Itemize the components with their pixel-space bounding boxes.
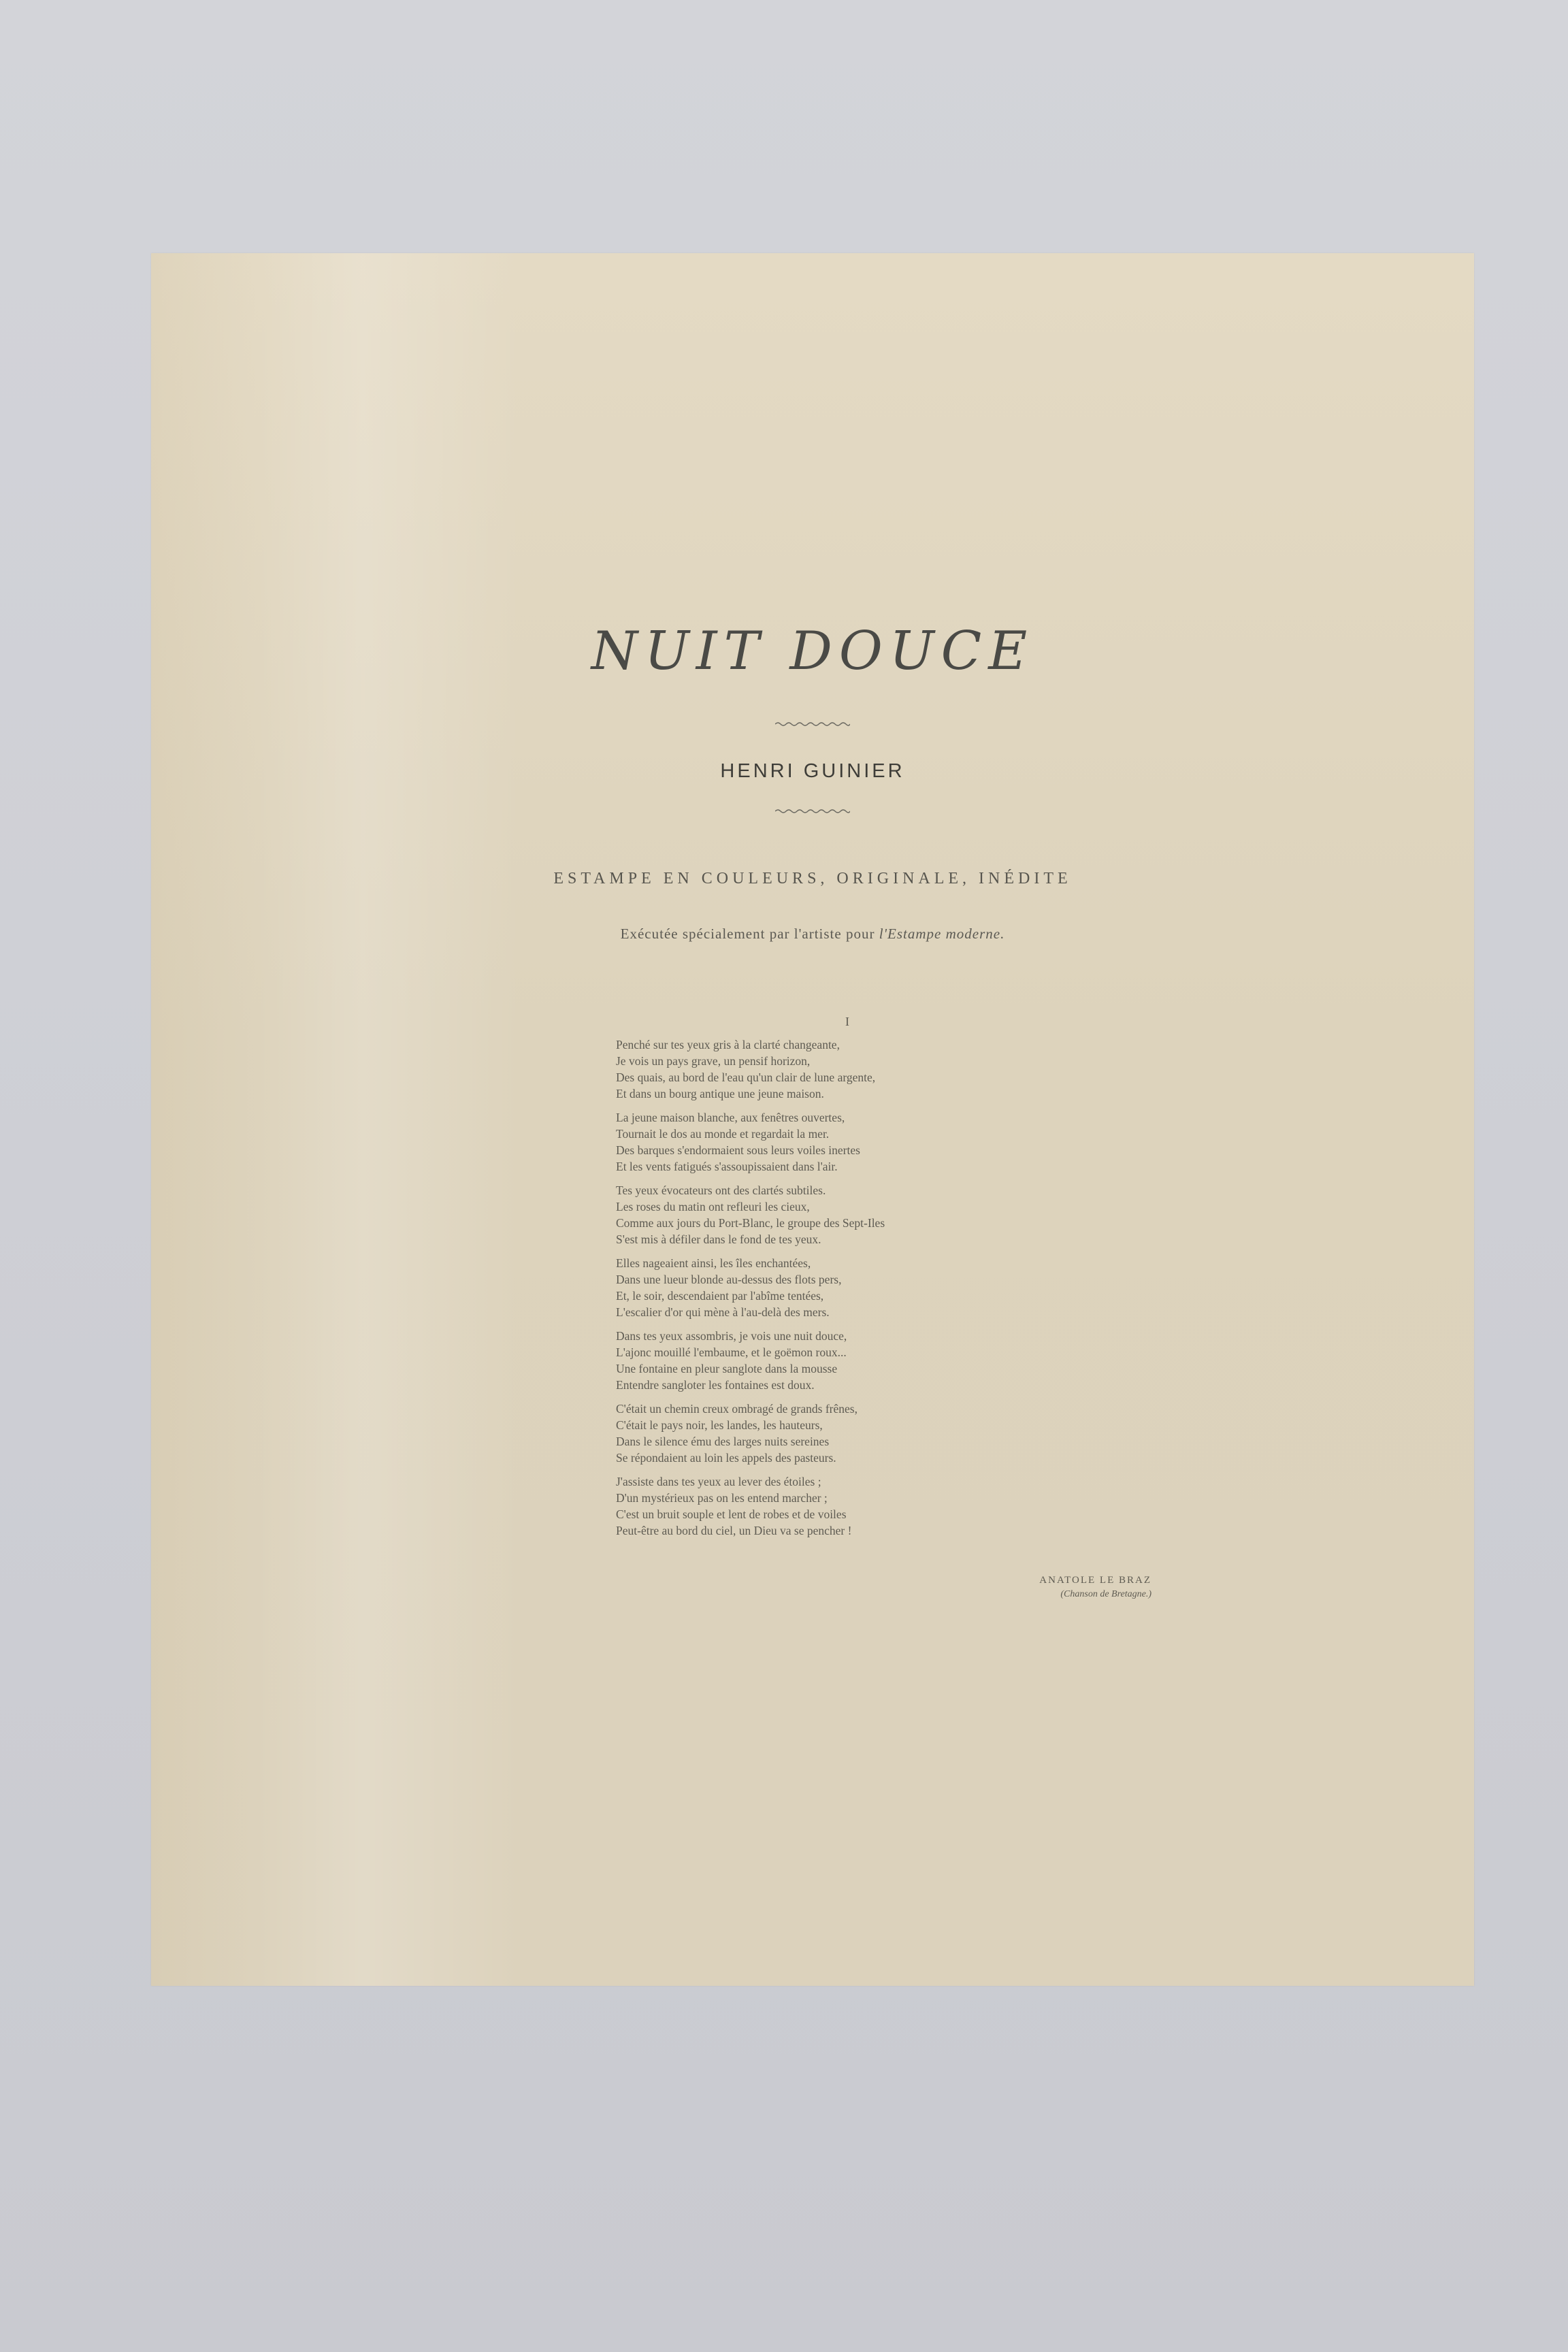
poem-line: Peut-être au bord du ciel, un Dieu va se pencher ! (616, 1524, 852, 1537)
signature (879, 1575, 1152, 1600)
signature-source: (Chanson de Bretagne.) (1060, 1589, 1152, 1599)
ornament-divider-top (775, 721, 850, 728)
poem-line: Penché sur tes yeux gris à la clarté changeante, (616, 1038, 840, 1051)
poem-line: La jeune maison blanche, aux fenêtres ouvertes, (616, 1111, 845, 1124)
poem-line: C'était un chemin creux ombragé de grands frênes, (616, 1402, 858, 1416)
publication-note-prefix: Exécutée spécialement par l'artiste pour (620, 926, 879, 942)
print-sheet (151, 253, 1474, 1986)
artist-name: HENRI GUINIER (720, 760, 905, 782)
poem-line: Et les vents fatigués s'assoupissaient dans l'air. (616, 1160, 838, 1173)
poem-line: Elles nageaient ainsi, les îles enchantées, (616, 1256, 811, 1270)
poem-line: S'est mis à défiler dans le fond de tes yeux. (616, 1232, 821, 1246)
poem-stanza (616, 1328, 1051, 1393)
poem-line: Et, le soir, descendaient par l'abîme tentées, (616, 1289, 824, 1303)
poem-line: Dans une lueur blonde au-dessus des flots pers, (616, 1273, 842, 1286)
poem-stanza (616, 1109, 1051, 1175)
poem-stanza (616, 1036, 1051, 1102)
poem-line: Des barques s'endormaient sous leurs voiles inertes (616, 1143, 860, 1157)
poem-line: Entendre sangloter les fontaines est doux. (616, 1378, 815, 1392)
poem (616, 1013, 1051, 1546)
document-title: NUIT DOUCE (591, 621, 1034, 682)
poem-number: I (845, 1015, 849, 1028)
poem-line: C'est un bruit souple et lent de robes et de voiles (616, 1507, 847, 1521)
poem-line: Et dans un bourg antique une jeune maison. (616, 1087, 824, 1100)
ornament-divider-bottom (775, 808, 850, 815)
print-description: ESTAMPE EN COULEURS, ORIGINALE, INÉDITE (553, 870, 1072, 887)
poem-line: Tournait le dos au monde et regardait la mer. (616, 1127, 830, 1141)
poem-line: Comme aux jours du Port-Blanc, le groupe des Sept-Iles (616, 1216, 885, 1230)
publication-note (151, 926, 1474, 943)
poem-stanzas (616, 1036, 1051, 1539)
poem-stanza (616, 1473, 1051, 1539)
poem-stanza (616, 1182, 1051, 1247)
signature-author: ANATOLE LE BRAZ (1039, 1575, 1152, 1586)
poem-line: D'un mystérieux pas on les entend marcher ; (616, 1491, 828, 1505)
poem-line: J'assiste dans tes yeux au lever des étoiles ; (616, 1475, 821, 1488)
poem-line: L'escalier d'or qui mène à l'au-delà des mers. (616, 1305, 830, 1319)
poem-line: Dans le silence ému des larges nuits sereines (616, 1435, 830, 1448)
poem-line: Tes yeux évocateurs ont des clartés subtiles. (616, 1183, 826, 1197)
publication-name: l'Estampe moderne. (879, 926, 1005, 942)
poem-line: Une fontaine en pleur sanglote dans la mousse (616, 1362, 838, 1375)
poem-line: Des quais, au bord de l'eau qu'un clair de lune argente, (616, 1071, 876, 1084)
poem-line: Je vois un pays grave, un pensif horizon, (616, 1054, 811, 1068)
poem-line: Dans tes yeux assombris, je vois une nuit douce, (616, 1329, 847, 1343)
poem-stanza (616, 1401, 1051, 1466)
poem-line: C'était le pays noir, les landes, les hauteurs, (616, 1418, 823, 1432)
poem-line: Se répondaient au loin les appels des pasteurs. (616, 1451, 836, 1465)
poem-line: L'ajonc mouillé l'embaume, et le goëmon roux... (616, 1345, 847, 1359)
poem-stanza (616, 1255, 1051, 1320)
poem-line: Les roses du matin ont refleuri les cieux, (616, 1200, 810, 1213)
